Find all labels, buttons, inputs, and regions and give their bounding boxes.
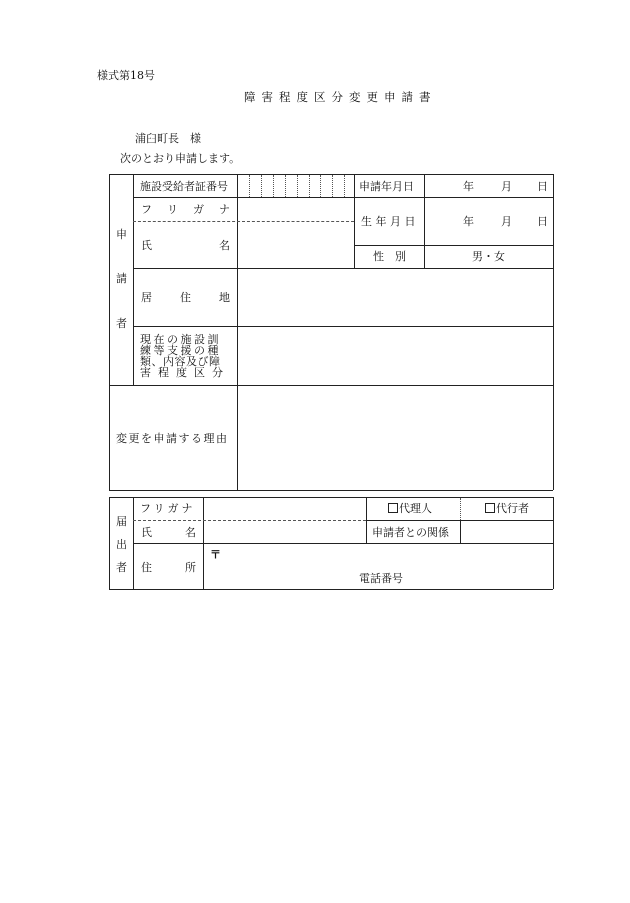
proxy-option[interactable]: 代理人 [388, 503, 432, 514]
relation-field[interactable] [461, 521, 553, 543]
intro-text: 次のとおり申請します。 [120, 152, 241, 165]
addressee: 浦臼町長 様 [135, 132, 201, 145]
change-reason-field[interactable] [238, 386, 553, 490]
application-date-field[interactable] [425, 175, 553, 197]
application-day-label: 日 [537, 180, 548, 193]
facility-id-field[interactable] [238, 175, 354, 197]
residence-label: 居 住 地 [141, 291, 230, 304]
current-facility-label-2: 練等支援の種 [140, 344, 221, 357]
name-label: 氏 名 [141, 239, 230, 252]
notifier-furigana-field[interactable] [204, 498, 366, 520]
applicant-furigana-field[interactable] [238, 198, 354, 221]
notifier-section-label-2: 出 [116, 538, 127, 551]
notifier-address-label: 住 所 [141, 561, 196, 574]
application-month-label: 月 [501, 180, 512, 193]
notifier-section-label-1: 届 [116, 515, 127, 528]
gender-label: 性 別 [373, 250, 406, 263]
applicant-section-label-1: 申 [116, 228, 127, 241]
birthdate-label: 生 年 月 日 [361, 215, 416, 228]
current-facility-label-1: 現在の施設訓 [140, 333, 221, 346]
applicant-section-label-3: 者 [116, 317, 127, 330]
substitute-checkbox[interactable] [485, 503, 495, 513]
residence-field[interactable] [238, 269, 553, 326]
form-number: 様式第18号 [97, 69, 155, 82]
furigana-label: フ リ ガ ナ [141, 203, 230, 216]
notifier-furigana-label: フリガナ [140, 502, 196, 515]
birth-day-label: 日 [537, 215, 548, 228]
birthdate-field[interactable] [425, 198, 553, 245]
application-date-label: 申請年月日 [359, 180, 414, 193]
notifier-section-label-3: 者 [116, 561, 127, 574]
current-facility-label-3: 類、内容及び障 [140, 355, 221, 368]
birth-year-label: 年 [463, 215, 474, 228]
substitute-option[interactable]: 代行者 [485, 503, 529, 514]
relation-label: 申請者との関係 [372, 526, 449, 539]
proxy-checkbox[interactable] [388, 503, 398, 513]
form-title: 障害程度区分変更申請書 [244, 90, 437, 104]
postal-mark: 〒 [210, 548, 221, 561]
applicant-name-field[interactable] [238, 222, 354, 268]
facility-id-label: 施設受給者証番号 [140, 180, 228, 193]
birth-month-label: 月 [501, 215, 512, 228]
current-facility-label-4: 害程度区分 [140, 366, 230, 379]
applicant-section-label-2: 請 [116, 272, 127, 285]
current-facility-field[interactable] [238, 327, 553, 385]
phone-label: 電話番号 [359, 572, 403, 585]
change-reason-label: 変更を申請する理由 [116, 432, 229, 445]
notifier-name-label: 氏 名 [141, 526, 196, 539]
gender-options[interactable]: 男・女 [472, 250, 505, 263]
application-year-label: 年 [463, 180, 474, 193]
notifier-name-field[interactable] [204, 521, 366, 543]
